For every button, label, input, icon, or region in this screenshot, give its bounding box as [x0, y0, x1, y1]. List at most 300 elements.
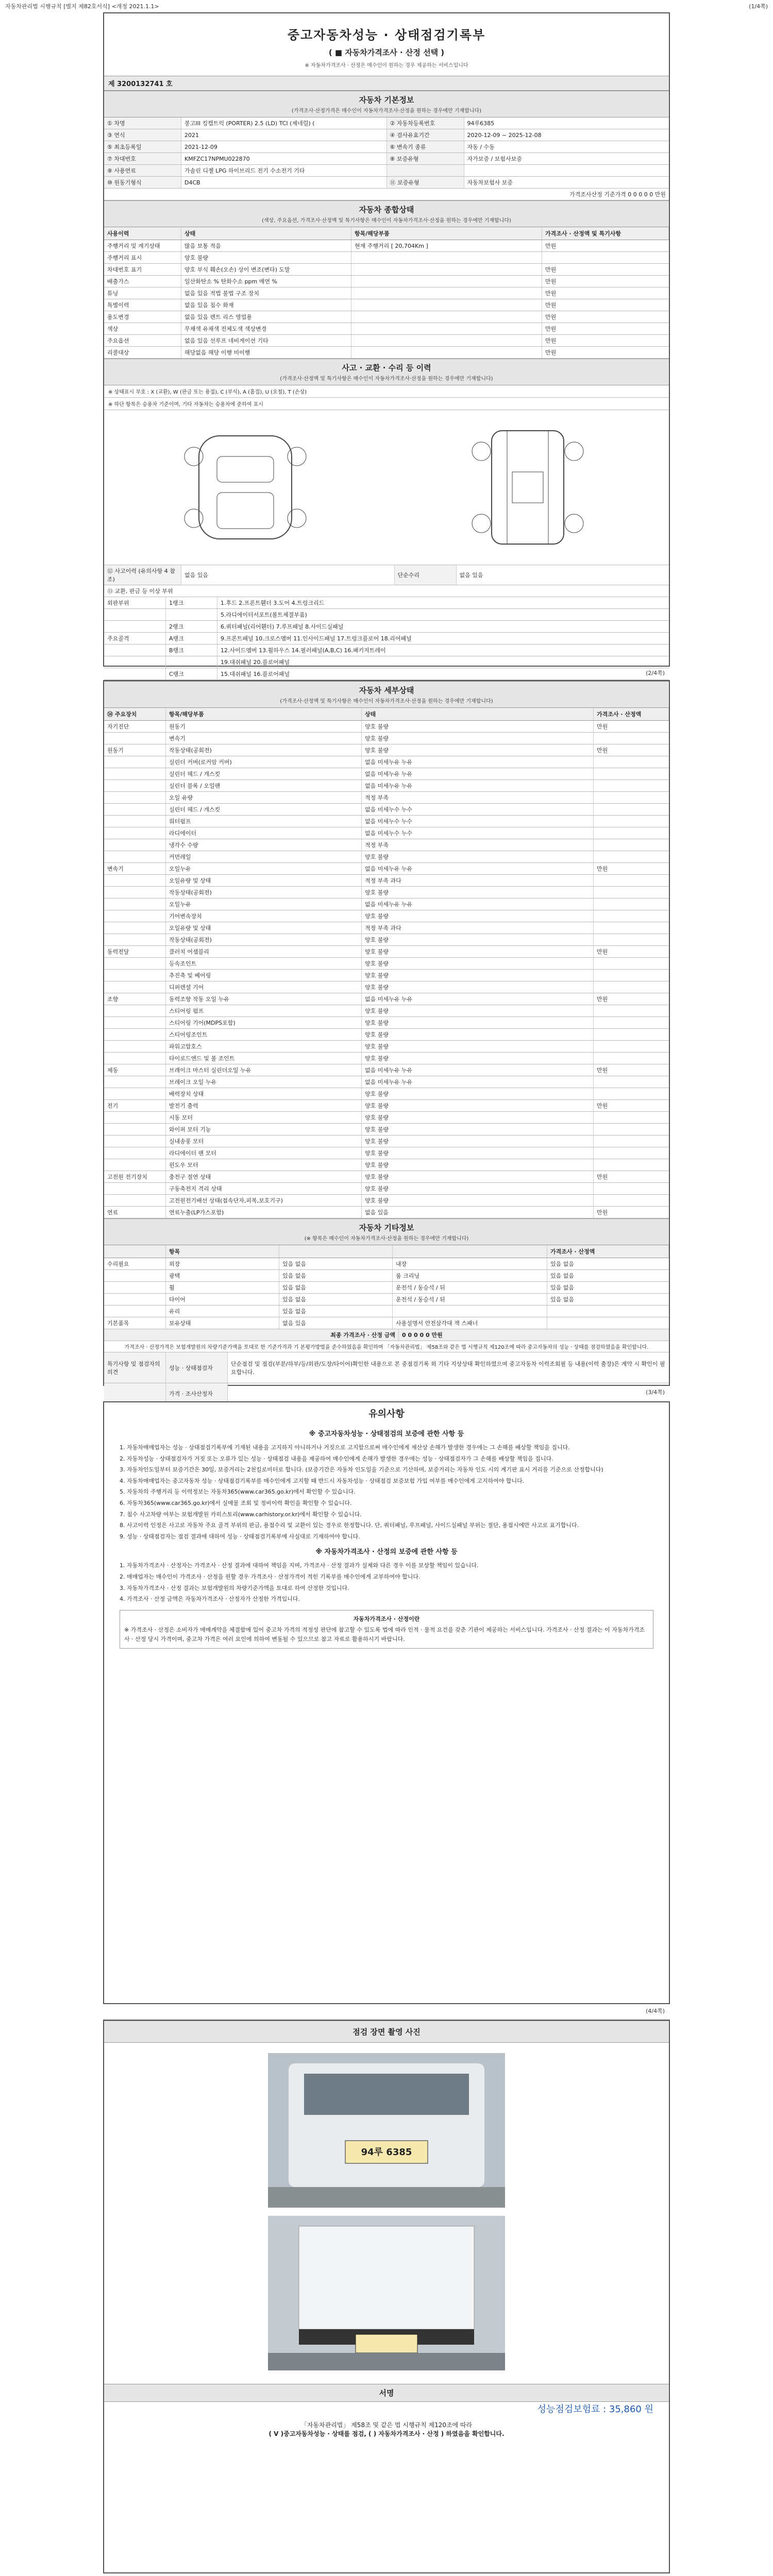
- rank-parts: 12.사이드멤버 13.휠하우스 14.필러패널(A,B,C) 16.패키지트레이: [221, 647, 386, 654]
- part-name: 실린더 커버(로커암 커버): [166, 756, 362, 768]
- document-title: 중고자동차성능 · 상태점검기록부: [287, 28, 486, 42]
- part-status: 양호 불량: [362, 1100, 594, 1111]
- section-note: (색상, 주요옵션, 가격조사·산정액 및 특기사항은 매수인이 자동차가격조사·산정을 원하는 경우에만 기재합니다): [262, 218, 511, 224]
- part-name: 스티어링 기어(MDPS포함): [166, 1017, 362, 1028]
- row-value: 자동차보험사 보증: [467, 179, 513, 186]
- basic-row: [104, 141, 669, 153]
- part-status: 양호 불량: [362, 1147, 594, 1159]
- row-label: [104, 1383, 166, 1403]
- sign-line-1: 「자동차관리법」 제58조 및 같은 법 시행규칙 제120조에 따라: [300, 2421, 473, 2429]
- sign-title-bar: [104, 2384, 669, 2402]
- row-price: 만원: [545, 326, 557, 332]
- etc-group: [104, 1270, 166, 1281]
- sign-section: [104, 2381, 669, 2441]
- row-label: 리콜대상: [104, 347, 181, 358]
- part-name: 실린더 블록 / 오일팬: [166, 780, 362, 791]
- part-price: [594, 1076, 669, 1088]
- row-label: 성능 · 상태점검자: [166, 1352, 228, 1383]
- etc-item: 휠: [166, 1282, 279, 1293]
- part-status: 양호 불량: [362, 721, 594, 732]
- summary-table-header: [104, 227, 669, 240]
- page-number: (1/4쪽): [749, 3, 768, 10]
- part-price: [594, 804, 669, 815]
- summary-row: [104, 276, 669, 287]
- part-name: 발전기 출력: [166, 1100, 362, 1111]
- detail-row: [104, 981, 669, 993]
- rank-parts: 6.쿼터패널(리어휀더) 7.루프패널 8.사이드실패널: [221, 623, 344, 630]
- device-name: [104, 981, 166, 993]
- total-value: 0 0 0 0 0 만원: [402, 1332, 443, 1338]
- part-status: 양호 불량: [362, 970, 594, 981]
- summary-row: [104, 299, 669, 311]
- part-name: 오일누유: [166, 899, 362, 910]
- etc-item: 외장: [166, 1258, 279, 1269]
- summary-table: [104, 240, 669, 359]
- part-status: 양호 불량: [362, 1029, 594, 1040]
- part-name: 실린더 헤드 / 개스킷: [166, 768, 362, 779]
- rank-row: [104, 633, 669, 645]
- section-note: (※ 항목은 매수인이 자동차가격조사·산정을 원하는 경우에만 기재합니다): [304, 1236, 469, 1242]
- row-detail: [351, 264, 542, 275]
- row-price: 만원: [545, 302, 557, 309]
- detail-row: [104, 756, 669, 768]
- notice-item: 9. 성능 · 상태점검자는 점검 결과에 대하여 성능 · 상태점검기록부에 사실대로 기재하여야 합니다.: [120, 1533, 360, 1540]
- detail-row: [104, 1112, 669, 1124]
- notice-list: [104, 1442, 669, 1542]
- detail-row: [104, 744, 669, 756]
- part-status: 양호 불량: [362, 1005, 594, 1016]
- detail-row: [104, 780, 669, 792]
- part-price: [594, 887, 669, 898]
- row-value: 없음 있음: [181, 565, 395, 585]
- truck-front-icon: [268, 2053, 505, 2208]
- part-price: [594, 792, 669, 803]
- part-name: 배력장치 상태: [166, 1088, 362, 1099]
- section-note: (가격조사·산정액 및 특기사항은 매수인이 자동차가격조사·산정을 원하는 경우에만 기재합니다): [280, 376, 493, 382]
- page-number: (3/4쪽): [646, 1389, 665, 1396]
- row-value: 94루6385: [467, 120, 495, 127]
- rank-row: [104, 668, 669, 680]
- row-status: 없음 있음 침수 화재: [181, 299, 351, 311]
- part-price: [594, 839, 669, 851]
- notice-item: 1. 자동차매매업자는 성능 · 상태점검기록부에 기재된 내용을 고지하지 아니하거나 거짓으로 고지함으로써 매수인에게 재산상 손해가 발생한 경우에는 그 손해를 배상할 책임을 집니다.: [120, 1444, 570, 1451]
- detail-row: [104, 922, 669, 934]
- row-price: [542, 252, 669, 263]
- notice-list-2: [104, 1560, 669, 1604]
- row-label: ⑩ 원동기형식: [104, 177, 181, 188]
- rank-row: [104, 609, 669, 621]
- row-label: ⑪ 보증유형: [387, 177, 464, 188]
- part-name: 와이퍼 모터 기능: [166, 1124, 362, 1135]
- device-name: [104, 1053, 166, 1064]
- rank-parts: 9.프론트패널 10.크로스멤버 11.인사이드패널 17.트렁크플로어 18.리어패널: [221, 635, 412, 642]
- part-name: 작동상태(공회전): [166, 934, 362, 945]
- etc-row: [104, 1317, 669, 1329]
- part-price: [594, 816, 669, 827]
- part-name: 작동상태(공회전): [166, 744, 362, 756]
- device-name: [104, 827, 166, 839]
- device-name: 전기: [104, 1100, 166, 1111]
- notice-heading-2: ※ 자동차가격조사 · 산정의 보증에 관한 사항 등: [315, 1548, 458, 1556]
- part-price: [594, 1088, 669, 1099]
- row-status: 양호 불량: [181, 252, 351, 263]
- part-status: 적정 부족: [362, 839, 594, 851]
- part-name: 윈도우 모터: [166, 1159, 362, 1171]
- etc-status: 없음 있음: [279, 1317, 393, 1329]
- part-price: 만원: [597, 866, 608, 872]
- etc-section: [104, 1218, 669, 1245]
- part-status: 없음 미세누유 누유: [362, 780, 594, 791]
- etc-status-2: [547, 1317, 669, 1329]
- row-value: 봉고III 킹캡트럭 (PORTER) 2.5 (LD) TCI (제네럴) (: [181, 117, 387, 129]
- rank-parts: 15.대쉬패널 16.플로어패널: [221, 671, 290, 677]
- column-header: 항목/해당부품: [351, 227, 542, 240]
- part-price: 만원: [597, 996, 608, 1003]
- rank-group: [104, 645, 166, 656]
- part-name: 실린더 헤드 / 개스킷: [166, 804, 362, 815]
- rank-group: [104, 609, 166, 620]
- detail-row: [104, 1100, 669, 1112]
- notice-item: 2. 매매업자는 매수인이 가격조사 · 산정을 원할 경우 가격조사 · 산정가격이 적힌 기록부를 매수인에게 교부하여야 합니다.: [120, 1573, 421, 1580]
- section-title: 자동차 종합상태: [359, 205, 414, 214]
- price-explain-box: [120, 1610, 653, 1649]
- row-value: [464, 165, 669, 176]
- part-price: [594, 934, 669, 945]
- insurance-fee: 성능점검보험료 : 35,860 원: [537, 2404, 653, 2415]
- part-price: [594, 875, 669, 886]
- row-label: 특기사항 및 점검자의 의견: [104, 1352, 166, 1383]
- basic-info-table: [104, 117, 669, 189]
- special-row-b: [104, 1383, 669, 1404]
- part-name: 오일유량 및 상태: [166, 922, 362, 934]
- part-price: 만원: [597, 1067, 608, 1074]
- part-status: 양호 불량: [362, 1136, 594, 1147]
- notice-title: 유의사항: [368, 1409, 405, 1419]
- row-detail: [351, 299, 542, 311]
- part-name: 스티어링 펌프: [166, 1005, 362, 1016]
- detail-row: [104, 1041, 669, 1053]
- column-header: 상태: [362, 708, 594, 720]
- row-value: D4CB: [181, 177, 387, 188]
- device-name: [104, 1195, 166, 1206]
- etc-row: [104, 1282, 669, 1294]
- etc-item-2: 운전석 / 동승석 / 뒤: [393, 1294, 547, 1305]
- row-label: 특별이력: [104, 299, 181, 311]
- rank-level: 2랭크: [166, 621, 217, 632]
- notice-item: 8. 사고이력 인정은 사고로 자동차 주요 골격 부위의 판금, 용접수리 및 교환이 있는 경우로 한정합니다. 단, 쿼터패널, 루프패널, 사이드실패널 부위는 절단, 용접시에만 사고로 표기합니다.: [120, 1522, 579, 1529]
- detail-row: [104, 1088, 669, 1100]
- part-status: 없음 미세누유 누유: [362, 899, 594, 910]
- sign-title: 서명: [379, 2388, 394, 2398]
- basic-row: [104, 153, 669, 165]
- detail-row: [104, 910, 669, 922]
- etc-table-header: [104, 1245, 669, 1258]
- device-name: 제동: [104, 1064, 166, 1076]
- part-price: [594, 1124, 669, 1135]
- basic-row: [104, 165, 669, 177]
- device-name: [104, 1017, 166, 1028]
- part-price: [594, 768, 669, 779]
- row-label: 배출가스: [104, 276, 181, 287]
- detail-row: [104, 1053, 669, 1064]
- part-status: 양호 불량: [362, 910, 594, 922]
- row-status: 많음 보통 적음: [181, 240, 351, 251]
- detail-row: [104, 946, 669, 958]
- etc-status-2: 있음 없음: [550, 1284, 575, 1291]
- part-name: 실내송풍 모터: [166, 1136, 362, 1147]
- device-name: [104, 1076, 166, 1088]
- part-status: 양호 불량: [362, 1053, 594, 1064]
- part-status: 적정 부족 과다: [362, 875, 594, 886]
- device-name: 고전원 전기장치: [104, 1171, 166, 1182]
- column-header: 가격조사 · 산정액: [547, 1245, 669, 1258]
- row-status: 무채색 유채색 전체도색 색상변경: [181, 323, 351, 334]
- part-status: 양호 불량: [362, 1112, 594, 1123]
- device-name: [104, 851, 166, 862]
- part-name: 냉각수 수량: [166, 839, 362, 851]
- rank-level: C랭크: [166, 668, 217, 680]
- part-status: 없음 미세누수 누수: [362, 804, 594, 815]
- part-name: 오일 유량: [166, 792, 362, 803]
- column-header: 항목/해당부품: [166, 708, 362, 720]
- sign-line-2: ( V )중고자동차성능 · 상태를 점검, ( ) 자동차가격조사 · 산정 ) 하였음을 확인합니다.: [268, 2430, 505, 2437]
- part-status: 양호 불량: [362, 1159, 594, 1171]
- row-label: ④ 검사유효기간: [387, 129, 464, 141]
- part-status: 양호 불량: [362, 887, 594, 898]
- detail-row: [104, 1076, 669, 1088]
- etc-status: 있음 없음: [279, 1282, 393, 1293]
- row-label: 튜닝: [104, 287, 181, 299]
- page-4: [103, 2020, 670, 2573]
- special-row-a: [104, 1352, 669, 1383]
- part-name: 디퍼렌셜 기어: [166, 981, 362, 993]
- part-status: 양호 불량: [362, 1124, 594, 1135]
- part-name: 원동기: [166, 721, 362, 732]
- notice-item: 7. 침수 사고차량 여부는 보험개발원 카히스토리(www.carhistory.or.kr)에서 확인할 수 있습니다.: [120, 1511, 362, 1518]
- etc-status-2: 있음 없음: [550, 1261, 575, 1267]
- part-price: [594, 970, 669, 981]
- part-price: [594, 1183, 669, 1194]
- page-header: [0, 0, 773, 12]
- part-price: [594, 1112, 669, 1123]
- row-value: 2020-12-09 ~ 2025-12-08: [467, 131, 542, 139]
- row-label: ⑥ 변속기 종류: [387, 141, 464, 152]
- detail-row: [104, 768, 669, 780]
- part-status: 양호 불량: [362, 1017, 594, 1028]
- device-name: [104, 804, 166, 815]
- part-price: [594, 922, 669, 934]
- row-price: 만원: [545, 349, 557, 356]
- rank-parts: 5.라디에이터서포트(볼트체결부품): [221, 612, 307, 618]
- column-header: [393, 1245, 547, 1258]
- base-price: 가격조사산정 기준가격 0 0 0 0 0 만원: [569, 191, 666, 198]
- row-status: 일산화탄소 % 탄화수소 ppm 매연 %: [181, 276, 351, 287]
- device-name: [104, 1041, 166, 1052]
- rank-parts: 1.후드 2.프론트휀더 3.도어 4.트렁크리드: [221, 600, 325, 606]
- device-name: [104, 887, 166, 898]
- detail-row: [104, 970, 669, 981]
- notice-heading: ※ 중고자동차성능 · 상태점검의 보증에 관한 사항 등: [309, 1430, 464, 1438]
- inspection-photo-rear: [268, 2216, 505, 2370]
- part-price: [594, 958, 669, 969]
- etc-status: 있음 없음: [279, 1270, 393, 1281]
- accident-section: [104, 359, 669, 385]
- box-title: 자동차가격조사 · 산정이란: [353, 1615, 420, 1622]
- total-label: 최종 가격조사 · 산정 금액: [327, 1329, 399, 1341]
- section-title: 자동차 기타정보: [359, 1223, 414, 1232]
- etc-row: [104, 1306, 669, 1317]
- detail-row: [104, 1147, 669, 1159]
- rank-parts: 19.대쉬패널 20.플로어패널: [221, 659, 290, 666]
- device-name: [104, 958, 166, 969]
- device-name: [104, 1112, 166, 1123]
- row-value: 자동 / 수동: [467, 144, 495, 150]
- part-price: 만원: [597, 1103, 608, 1109]
- detail-row: [104, 851, 669, 863]
- part-status: 양호 불량: [362, 946, 594, 957]
- notice-item: 3. 자동차가격조사 · 산정 결과는 보험개발원의 차량기준가액을 토대로 하여 산정한 것입니다.: [120, 1584, 349, 1591]
- summary-row: [104, 264, 669, 276]
- special-text: 단순점검 및 점검(부분/하부/등/외관/도장/타이어)확인한 내용으로 본 중점검기록 외 기타 지상상태 확인하였으며 중고자동차 이력조회필 등 내용(이력 출장)은 계약 시 확인이 필요합니다.: [231, 1360, 665, 1376]
- basic-price-row: [104, 189, 669, 200]
- exchange-row: [104, 585, 669, 597]
- part-status: 양호 불량: [362, 981, 594, 993]
- part-status: 없음 미세누유 누유: [362, 768, 594, 779]
- part-status: 없음 미세누수 누수: [362, 827, 594, 839]
- device-name: 변속기: [104, 863, 166, 874]
- notice-item: 6. 자동차365(www.car365.go.kr)에서 실매물 조회 및 정비이력 확인을 확인할 수 있습니다.: [120, 1499, 352, 1506]
- column-header: 가격조사 · 산정액 및 특기사항: [542, 227, 669, 240]
- page-3: [103, 1401, 670, 2004]
- part-price: [594, 1195, 669, 1206]
- summary-row: [104, 335, 669, 347]
- notice-item: 5. 자동차의 주행거리 등 이력정보는 자동차365(www.car365.go.kr)에서 확인할 수 있습니다.: [120, 1488, 356, 1496]
- part-name: 고전원전기배선 상태(접속단자,피복,보호기구): [166, 1195, 362, 1206]
- basic-row: [104, 117, 669, 129]
- section-note: (가격조사·산정액 및 특기사항은 매수인이 자동차가격조사·산정을 원하는 경우에만 기재합니다): [280, 699, 493, 704]
- row-status: 해당없음 해당 이행 미이행: [181, 347, 351, 358]
- summary-section: [104, 200, 669, 227]
- detail-table: [104, 721, 669, 1218]
- part-name: 오일누유: [166, 863, 362, 874]
- notice-item: 2. 자동차성능 · 상태점검자가 거짓 또는 오류가 있는 성능 · 상태점검 내용을 제공하여 매수인에게 손해가 발생한 경우에는 성능 · 상태점검자가 그 손해를 배상할 책임을 집니다.: [120, 1455, 553, 1462]
- detail-row: [104, 827, 669, 839]
- device-name: [104, 768, 166, 779]
- part-name: 동력조향 작동 오일 누유: [166, 993, 362, 1005]
- detail-row: [104, 899, 669, 910]
- rank-group: [104, 621, 166, 632]
- detail-row: [104, 863, 669, 875]
- column-header: 가격조사 · 산정액: [594, 708, 669, 720]
- part-price: [594, 910, 669, 922]
- device-name: [104, 792, 166, 803]
- basic-info-section: [104, 91, 669, 117]
- part-price: 만원: [597, 948, 608, 955]
- part-price: 만원: [597, 1174, 608, 1180]
- detail-row: [104, 887, 669, 899]
- part-name: 스티어링조인트: [166, 1029, 362, 1040]
- device-name: [104, 899, 166, 910]
- etc-item-2: 룸 크리닝: [393, 1270, 547, 1281]
- device-name: [104, 756, 166, 768]
- part-status: 양호 불량: [362, 851, 594, 862]
- photo-area: [104, 2043, 669, 2381]
- part-name: 기어변속장치: [166, 910, 362, 922]
- detail-row: [104, 1124, 669, 1136]
- row-value: 없음 있음: [459, 572, 483, 579]
- detail-row: [104, 1064, 669, 1076]
- part-status: 양호 불량: [362, 934, 594, 945]
- detail-row: [104, 1183, 669, 1195]
- etc-item: 유리: [166, 1306, 279, 1317]
- row-label: 주행거리 및 계기상태: [104, 240, 181, 251]
- row-label: ⑤ 최초등록일: [104, 141, 181, 152]
- etc-status-2: 있음 없음: [550, 1296, 575, 1303]
- part-status: 없음 미세누수 누수: [362, 816, 594, 827]
- title-note: ※ 자동차가격조사 · 산정은 매수인이 원하는 경우 제공하는 서비스입니다: [305, 63, 468, 69]
- row-detail: [351, 347, 542, 358]
- total-note-row: [104, 1341, 669, 1352]
- device-name: [104, 733, 166, 744]
- row-detail: [351, 323, 542, 334]
- part-status: 없음 미세누유 누유: [362, 993, 594, 1005]
- row-label: 용도변경: [104, 311, 181, 323]
- detail-row: [104, 1136, 669, 1147]
- total-note: 가격조사 · 산정가격은 보험개발원의 차량기준가액을 토대로 한 기준가격과 기 본평가방법을 준수하였음을 확인하며 「자동차관리법」 제58조와 같은 법 시행규칙 제120조에 따라 중고자동차의 성능 · 상태를 점검하였음을 확인합니다.: [124, 1345, 649, 1350]
- summary-row: [104, 240, 669, 252]
- device-name: [104, 780, 166, 791]
- rank-group: [104, 668, 166, 680]
- row-detail: [351, 276, 542, 287]
- part-price: [594, 1017, 669, 1028]
- part-name: 연료누출(LP가스포함): [166, 1207, 362, 1218]
- part-name: 커먼레일: [166, 851, 362, 862]
- photo-section: [104, 2021, 669, 2043]
- part-name: 클러치 어셈블리: [166, 946, 362, 957]
- title-box: [104, 13, 669, 76]
- rank-level: [166, 609, 217, 620]
- part-status: 없음 미세누유 누유: [362, 863, 594, 874]
- etc-item: 보유상태: [166, 1317, 279, 1329]
- row-price: 만원: [545, 278, 557, 285]
- device-name: [104, 1159, 166, 1171]
- row-label: 단순수리: [395, 565, 457, 585]
- row-detail: [351, 335, 542, 346]
- part-name: 오일유량 및 상태: [166, 875, 362, 886]
- row-price: 만원: [545, 337, 557, 344]
- detail-table-header: [104, 708, 669, 721]
- device-name: [104, 1029, 166, 1040]
- inspection-photo-front: [268, 2053, 505, 2208]
- part-name: 타이로드엔드 및 볼 조인트: [166, 1053, 362, 1064]
- basic-row: [104, 129, 669, 141]
- rank-group: [104, 656, 166, 668]
- part-price: 만원: [597, 1209, 608, 1216]
- summary-row: [104, 347, 669, 359]
- etc-group: [104, 1282, 166, 1293]
- rank-level: B랭크: [166, 645, 217, 656]
- part-status: 양호 불량: [362, 958, 594, 969]
- part-status: 없음 있음: [362, 1207, 594, 1218]
- part-name: 워터펌프: [166, 816, 362, 827]
- detail-row: [104, 1005, 669, 1017]
- row-status: 없음 있음 렌트 리스 영업용: [181, 311, 351, 323]
- device-name: 조향: [104, 993, 166, 1005]
- symbol-legend: ※ 상태표시 부호 : X (교환), W (판금 또는 용접), C (부식), A (흠집), U (요철), T (손상): [104, 385, 669, 398]
- row-price: 만원: [545, 290, 557, 297]
- part-price: [594, 1005, 669, 1016]
- section-title: 자동차 기본정보: [359, 95, 414, 105]
